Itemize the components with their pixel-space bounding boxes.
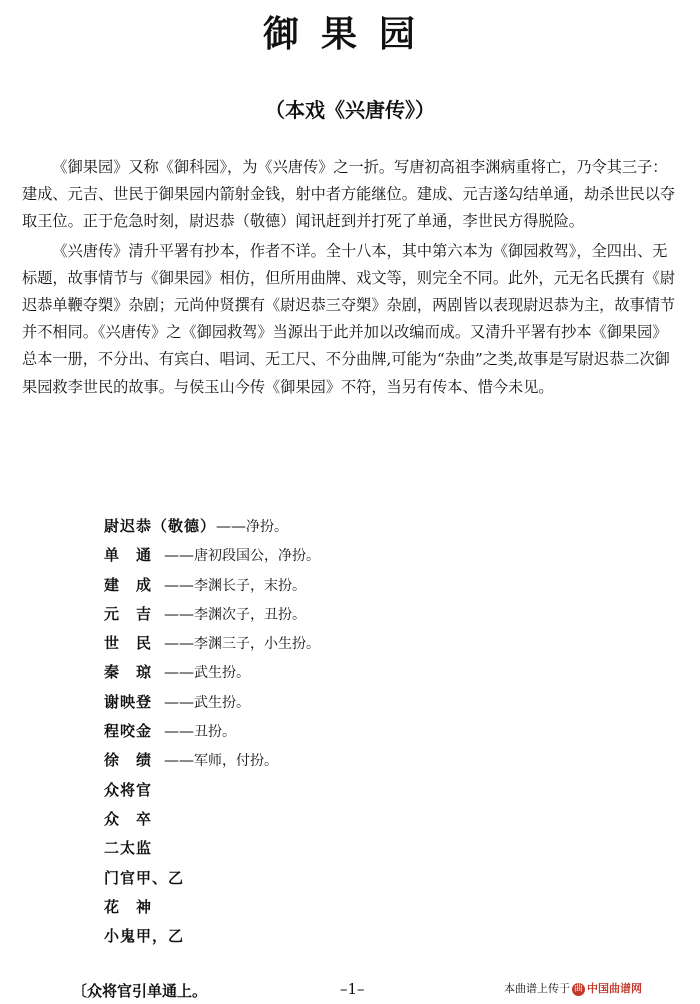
cast-name: 单 通 — [104, 546, 153, 565]
cast-name: 谢映登 — [104, 692, 153, 711]
cast-row — [104, 512, 524, 541]
cast-name: 众将官 — [104, 780, 153, 799]
cast-row — [104, 776, 524, 805]
cast-desc: 净扮。 — [246, 519, 289, 535]
cast-name: 众 卒 — [104, 809, 153, 828]
cast-desc: 李渊次子，丑扮。 — [194, 606, 306, 623]
cast-name: 秦 琼 — [104, 663, 153, 682]
cast-name: 小鬼甲，乙 — [104, 927, 185, 946]
cast-desc: 武生扮。 — [194, 665, 250, 682]
cast-dash: —— — [164, 692, 194, 711]
cast-row — [104, 600, 524, 629]
site-logo-icon: 曲 — [573, 983, 583, 994]
cast-row — [104, 864, 524, 893]
cast-row — [104, 571, 524, 600]
stage-direction: 〔众将官引单通上。 — [72, 982, 208, 1000]
cast-dash: —— — [164, 722, 194, 741]
cast-dash: —— — [164, 575, 194, 594]
cast-row — [104, 629, 524, 658]
intro-text — [22, 154, 682, 401]
page-title: 御果园 — [262, 14, 437, 55]
cast-row — [104, 922, 524, 951]
cast-desc: 军师，付扮。 — [194, 753, 278, 770]
cast-dash: —— — [164, 751, 194, 770]
intro-paragraph-2: 《兴唐传》清升平署有抄本，作者不详。全十八本，其中第六本为《御园救驾》，全四出、无标题，故事情节与《御果园》相仿，但所用曲牌、戏文等，则完全不同。此外，元无名氏撰有《尉迟恭单鞭夺槊》杂剧；元尚仲贤撰有《尉迟恭三夺槊》杂剧，两剧皆以表现尉迟恭为主，故事情节并不相同。《兴唐传》之《御园救驾》当源出于此并加以改编而成。又清升平署有抄本《御果园》总本一册，不分出、有宾白、唱词、无工尺、不分曲牌,可能为“杂曲”之类,故事是写尉迟恭二次御果园救李世民的故事。与侯玉山今传《御果园》不符，当另有传本、惜今未见。 — [22, 241, 676, 396]
cast-row — [104, 893, 524, 922]
cast-desc: 丑扮。 — [194, 724, 236, 741]
cast-name: 尉迟恭（敬德） — [104, 517, 217, 535]
cast-row — [104, 541, 524, 570]
cast-dash: —— — [164, 546, 194, 565]
cast-name: 徐 绩 — [104, 751, 153, 770]
cast-desc: 李渊三子，小生扮。 — [194, 636, 320, 653]
cast-name: 程咬金 — [104, 722, 153, 741]
cast-row — [104, 717, 524, 746]
cast-row — [104, 805, 524, 834]
cast-row — [104, 834, 524, 863]
watermark-site: 中国曲谱网 — [587, 982, 642, 995]
cast-row — [104, 746, 524, 775]
cast-name: 世 民 — [104, 634, 153, 653]
page-subtitle: （本戏《兴唐传》） — [265, 98, 435, 122]
cast-name: 建 成 — [104, 575, 153, 594]
watermark — [504, 980, 642, 996]
intro-paragraph-1: 《御果园》又称《御科园》，为《兴唐传》之一折。写唐初高祖李渊病重将亡，乃令其三子：建成、元吉、世民于御果园内箭射金钱，射中者方能继位。建成、元吉遂勾结单通，劫杀世民以夺取王位。正于危急时刻，尉迟恭（敬德）闻讯赶到并打死了单通，李世民方得脱险。 — [22, 158, 676, 231]
cast-name: 门官甲、乙 — [104, 868, 185, 887]
cast-list — [104, 512, 524, 951]
cast-desc: 唐初段国公，净扮。 — [194, 548, 320, 565]
cast-desc: 武生扮。 — [194, 694, 250, 711]
cast-row — [104, 658, 524, 687]
cast-name: 元 吉 — [104, 604, 153, 623]
cast-name: 花 神 — [104, 897, 153, 916]
cast-dash: —— — [164, 634, 194, 653]
cast-name: 二太监 — [104, 839, 153, 858]
cast-dash: —— — [164, 663, 194, 682]
page-number: –1– — [340, 980, 365, 998]
cast-desc: 李渊长子，末扮。 — [194, 577, 306, 594]
cast-row — [104, 688, 524, 717]
watermark-text: 本曲谱上传于 — [504, 982, 570, 995]
cast-dash: —— — [164, 604, 194, 623]
cast-dash: —— — [216, 517, 247, 535]
